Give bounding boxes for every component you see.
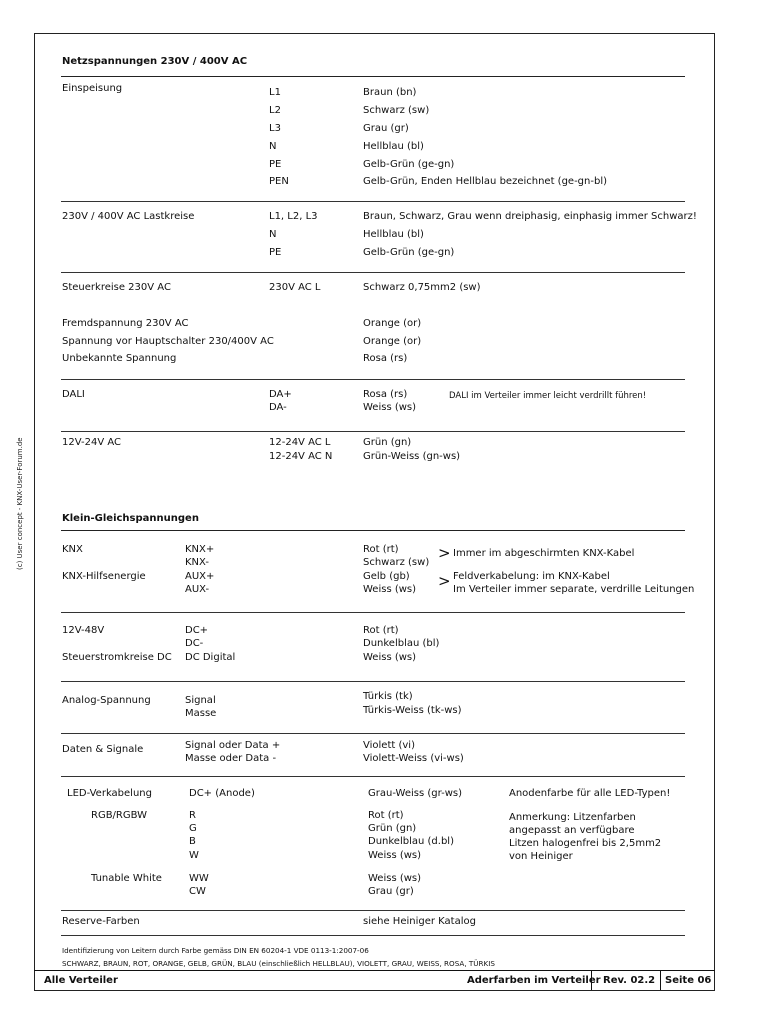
row-label-tunable-white: Tunable White [91,873,162,884]
code-cell: DC+ [185,625,209,636]
color-cell: Orange (or) [363,336,422,347]
side-credit: (c) User concept - KNX-User-Forum.de [16,437,24,570]
row-label-lastkreise: 230V / 400V AC Lastkreise [62,211,195,222]
code-cell: DC+ (Anode) [189,788,255,799]
footnote-colors: SCHWARZ, BRAUN, ROT, ORANGE, GELB, GRÜN, BLAU (einschließlich HELLBLAU), VIOLETT, GRAU, WEISS, ROSA, TÜRKIS [62,959,495,968]
row-label-rgb: RGB/RGBW [91,810,148,821]
footer-separator [591,971,592,990]
code-cell: W [189,850,199,861]
code-cell: L2 [269,105,281,116]
code-cell: KNX+ [185,544,215,555]
chevron-right-icon: > [438,572,451,590]
row-label-daten: Daten & Signale [62,744,144,755]
led-note: von Heiniger [509,851,573,862]
code-cell: AUX- [185,584,210,595]
row-label-knx-hilfsenergie: KNX-Hilfsenergie [62,571,146,582]
color-cell: Schwarz (sw) [363,105,430,116]
row-label-steuerstromkreise: Steuerstromkreise DC [62,652,172,663]
divider [61,910,685,911]
code-cell: PE [269,159,282,170]
row-label-12-48v: 12V-48V [62,625,105,636]
code-cell: PEN [269,176,289,187]
aux-note: Im Verteiler immer separate, verdrille Leitungen [453,584,695,595]
divider [61,612,685,613]
color-cell: siehe Heiniger Katalog [363,916,476,927]
row-label-fremdspannung: Fremdspannung 230V AC [62,318,189,329]
chevron-right-icon: > [438,544,451,562]
color-cell: Türkis-Weiss (tk-ws) [363,705,462,716]
code-cell: Masse oder Data - [185,753,277,764]
footnote-standard: Identifizierung von Leitern durch Farbe gemäss DIN EN 60204-1 VDE 0113-1:2007-06 [62,946,369,955]
color-cell: Dunkelblau (bl) [363,638,440,649]
code-cell: DC Digital [185,652,236,663]
section-title-ac: Netzspannungen 230V / 400V AC [62,56,248,67]
code-cell: DA- [269,402,287,413]
color-cell: Weiss (ws) [363,402,417,413]
dali-note: DALI im Verteiler immer leicht verdrillt führen! [449,391,647,401]
color-cell: Rosa (rs) [363,353,408,364]
led-note: Litzen halogenfrei bis 2,5mm2 [509,838,662,849]
code-cell: 230V AC L [269,282,321,293]
color-cell: Dunkelblau (d.bl) [368,836,454,847]
code-cell: KNX- [185,557,209,568]
color-cell: Hellblau (bl) [363,141,424,152]
divider [61,272,685,273]
divider [61,530,685,531]
color-cell: Weiss (ws) [363,584,417,595]
color-cell: Hellblau (bl) [363,229,424,240]
color-cell: Braun (bn) [363,87,417,98]
code-cell: PE [269,247,282,258]
code-cell: Masse [185,708,217,719]
code-cell: WW [189,873,209,884]
footer-scope: Alle Verteiler [44,975,118,986]
color-cell: Weiss (ws) [368,873,422,884]
color-cell: Grau (gr) [363,123,409,134]
row-label-led: LED-Verkabelung [67,788,152,799]
footer-title: Aderfarben im Verteiler [467,975,601,986]
divider [61,776,685,777]
color-cell: Rot (rt) [368,810,404,821]
color-cell: Gelb-Grün (ge-gn) [363,247,455,258]
row-label-steuerkreise: Steuerkreise 230V AC [62,282,171,293]
divider [61,935,685,936]
color-cell: Grün (gn) [363,437,412,448]
footer-page-number: Seite 06 [665,975,712,986]
code-cell: Signal [185,695,216,706]
row-label-knx: KNX [62,544,83,555]
divider [61,201,685,202]
footer-bar [34,970,715,990]
row-label-reserve: Reserve-Farben [62,916,140,927]
row-label-hauptschalter: Spannung vor Hauptschalter 230/400V AC [62,336,274,347]
footer-revision: Rev. 02.2 [603,975,656,986]
color-cell: Weiss (ws) [363,652,417,663]
color-cell: Orange (or) [363,318,422,329]
divider [61,431,685,432]
divider [61,733,685,734]
color-cell: Rosa (rs) [363,389,408,400]
color-cell: Grün-Weiss (gn-ws) [363,451,461,462]
row-label-12-24v-ac: 12V-24V AC [62,437,121,448]
code-cell: G [189,823,197,834]
color-cell: Grau-Weiss (gr-ws) [368,788,462,799]
color-cell: Gelb-Grün, Enden Hellblau bezeichnet (ge-gn-bl) [363,176,608,187]
aux-note: Feldverkabelung: im KNX-Kabel [453,571,610,582]
code-cell: 12-24V AC L [269,437,331,448]
code-cell: 12-24V AC N [269,451,333,462]
code-cell: Signal oder Data + [185,740,281,751]
code-cell: B [189,836,196,847]
color-cell: Türkis (tk) [363,691,413,702]
color-cell: Schwarz (sw) [363,557,430,568]
code-cell: DA+ [269,389,292,400]
footer-separator [660,971,661,990]
color-cell: Rot (rt) [363,544,399,555]
color-cell: Violett-Weiss (vi-ws) [363,753,464,764]
divider [61,681,685,682]
color-cell: Braun, Schwarz, Grau wenn dreiphasig, einphasig immer Schwarz! [363,211,697,222]
code-cell: CW [189,886,206,897]
led-note: Anmerkung: Litzenfarben [509,812,636,823]
color-cell: Weiss (ws) [368,850,422,861]
code-cell: N [269,229,277,240]
code-cell: L1 [269,87,281,98]
row-label-analog: Analog-Spannung [62,695,151,706]
row-label-einspeisung: Einspeisung [62,83,123,94]
divider [61,76,685,77]
color-cell: Rot (rt) [363,625,399,636]
color-cell: Gelb-Grün (ge-gn) [363,159,455,170]
section-title-dc: Klein-Gleichspannungen [62,513,199,524]
anode-note: Anodenfarbe für alle LED-Typen! [509,788,671,799]
led-note: angepasst an verfügbare [509,825,635,836]
color-cell: Violett (vi) [363,740,415,751]
code-cell: L1, L2, L3 [269,211,318,222]
knx-note: Immer im abgeschirmten KNX-Kabel [453,548,635,559]
divider [61,379,685,380]
color-cell: Grün (gn) [368,823,417,834]
code-cell: DC- [185,638,204,649]
color-cell: Grau (gr) [368,886,414,897]
code-cell: N [269,141,277,152]
row-label-unbekannt: Unbekannte Spannung [62,353,177,364]
code-cell: R [189,810,196,821]
code-cell: L3 [269,123,281,134]
color-cell: Gelb (gb) [363,571,410,582]
row-label-dali: DALI [62,389,85,400]
code-cell: AUX+ [185,571,215,582]
color-cell: Schwarz 0,75mm2 (sw) [363,282,481,293]
